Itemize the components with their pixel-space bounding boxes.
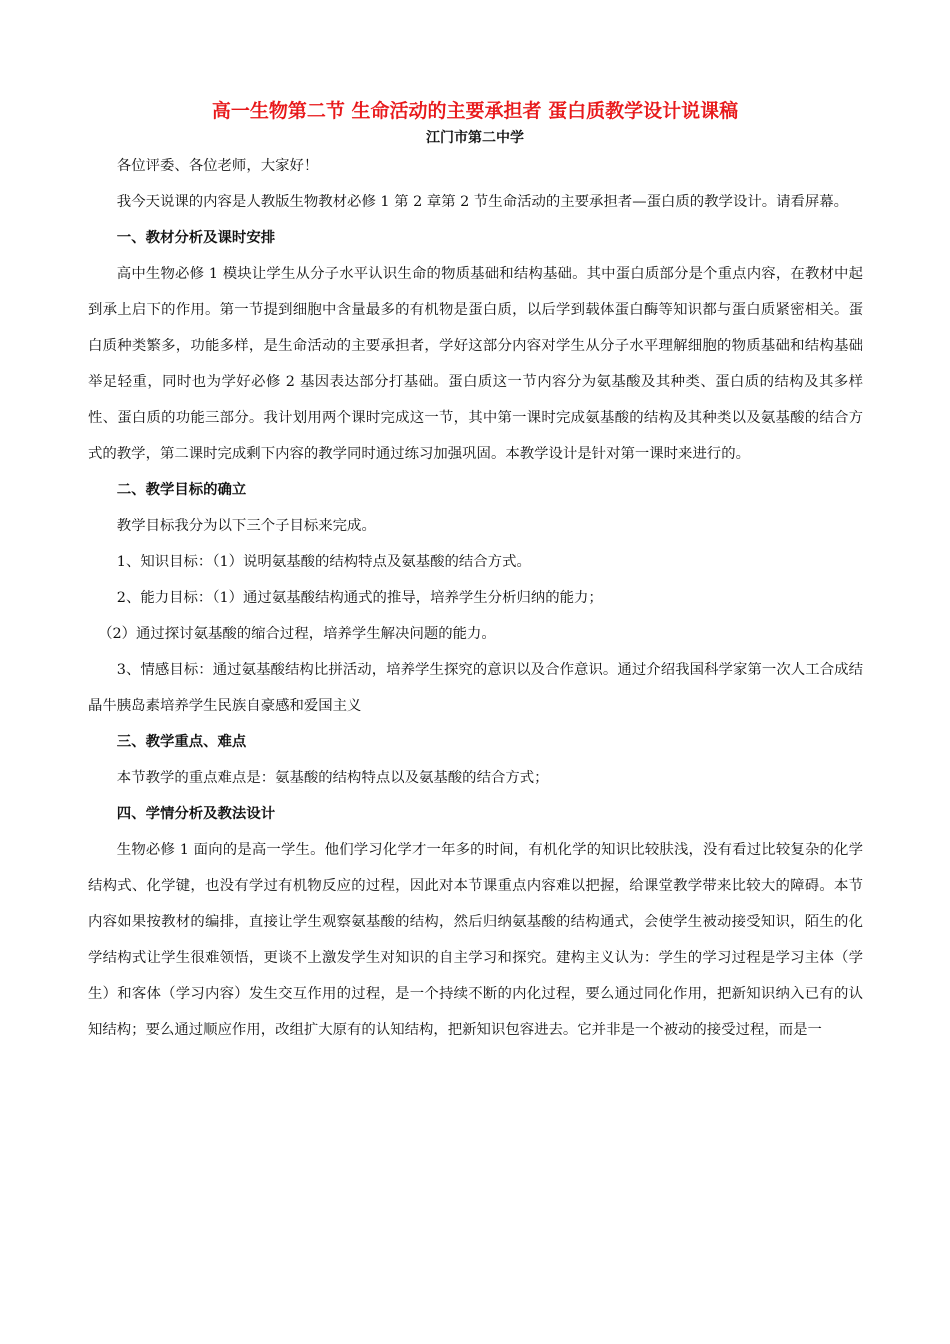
section-heading-3: 三、教学重点、难点 bbox=[116, 734, 247, 750]
document-body bbox=[88, 148, 863, 1048]
section-heading-1: 一、教材分析及课时安排 bbox=[116, 230, 276, 246]
section-paragraph-1: 高中生物必修 1 模块让学生从分子水平认识生命的物质基础和结构基础。其中蛋白质部分是个重点内容，在教材中起到承上启下的作用。第一节提到细胞中含量最多的有机物是蛋白质，以后学到载体蛋白酶等知识都与蛋白质紧密相关。蛋白质种类繁多，功能多样，是生命活动的主要承担者，学好这部分内容对学生从分子水平理解细胞的物质基础和结构基础举足轻重，同时也为学好必修 2 基因表达部分打基础。蛋白质这一节内容分为氨基酸及其种类、蛋白质的结构及其多样性、蛋白质的功能三部分。我计划用两个课时完成这一节，其中第一课时完成氨基酸的结构及其种类以及氨基酸的结合方式的教学，第二课时完成剩下内容的教学同时通过练习加强巩固。本教学设计是针对第一课时来进行的。 bbox=[88, 266, 863, 462]
document-title: 高一生物第二节 生命活动的主要承担者 蛋白质教学设计说课稿 bbox=[211, 100, 739, 122]
emotion-goal: 3、情感目标：通过氨基酸结构比拼活动，培养学生探究的意识以及合作意识。通过介绍我国科学家第一次人工合成结晶牛胰岛素培养学生民族自豪感和爱国主义 bbox=[88, 662, 863, 714]
greeting-paragraph: 各位评委、各位老师，大家好！ bbox=[116, 158, 319, 174]
school-name: 江门市第二中学 bbox=[426, 130, 524, 146]
section-paragraph-3: 本节教学的重点难点是：氨基酸的结构特点以及氨基酸的结合方式； bbox=[116, 770, 549, 786]
section-paragraph-4: 生物必修 1 面向的是高一学生。他们学习化学才一年多的时间，有机化学的知识比较肤浅，没有看过比较复杂的化学结构式、化学键，也没有学过有机物反应的过程，因此对本节课重点内容难以把握，给课堂教学带来比较大的障碍。本节内容如果按教材的编排，直接让学生观察氨基酸的结构，然后归纳氨基酸的结构通式，会使学生被动接受知识，陌生的化学结构式让学生很难领悟，更谈不上激发学生对知识的自主学习和探究。建构主义认为：学生的学习过程是学习主体（学生）和客体（学习内容）发生交互作用的过程，是一个持续不断的内化过程，要么通过同化作用，把新知识纳入已有的认知结构；要么通过顺应作用，改组扩大原有的认知结构，把新知识包容进去。它并非是一个被动的接受过程，而是一 bbox=[88, 842, 863, 1038]
section-heading-2: 二、教学目标的确立 bbox=[116, 482, 247, 498]
goals-intro-paragraph: 教学目标我分为以下三个子目标来完成。 bbox=[116, 518, 376, 534]
intro-paragraph: 我今天说课的内容是人教版生物教材必修 1 第 2 章第 2 节生命活动的主要承担者—蛋白质的教学设计。请看屏幕。 bbox=[116, 194, 849, 210]
section-heading-4: 四、学情分析及教法设计 bbox=[116, 806, 276, 822]
knowledge-goal: 1、知识目标：（1）说明氨基酸的结构特点及氨基酸的结合方式。 bbox=[116, 554, 531, 570]
ability-goal-2: （2）通过探讨氨基酸的缩合过程，培养学生解决问题的能力。 bbox=[98, 626, 496, 642]
ability-goal-1: 2、能力目标：（1）通过氨基酸结构通式的推导，培养学生分析归纳的能力； bbox=[116, 590, 603, 606]
